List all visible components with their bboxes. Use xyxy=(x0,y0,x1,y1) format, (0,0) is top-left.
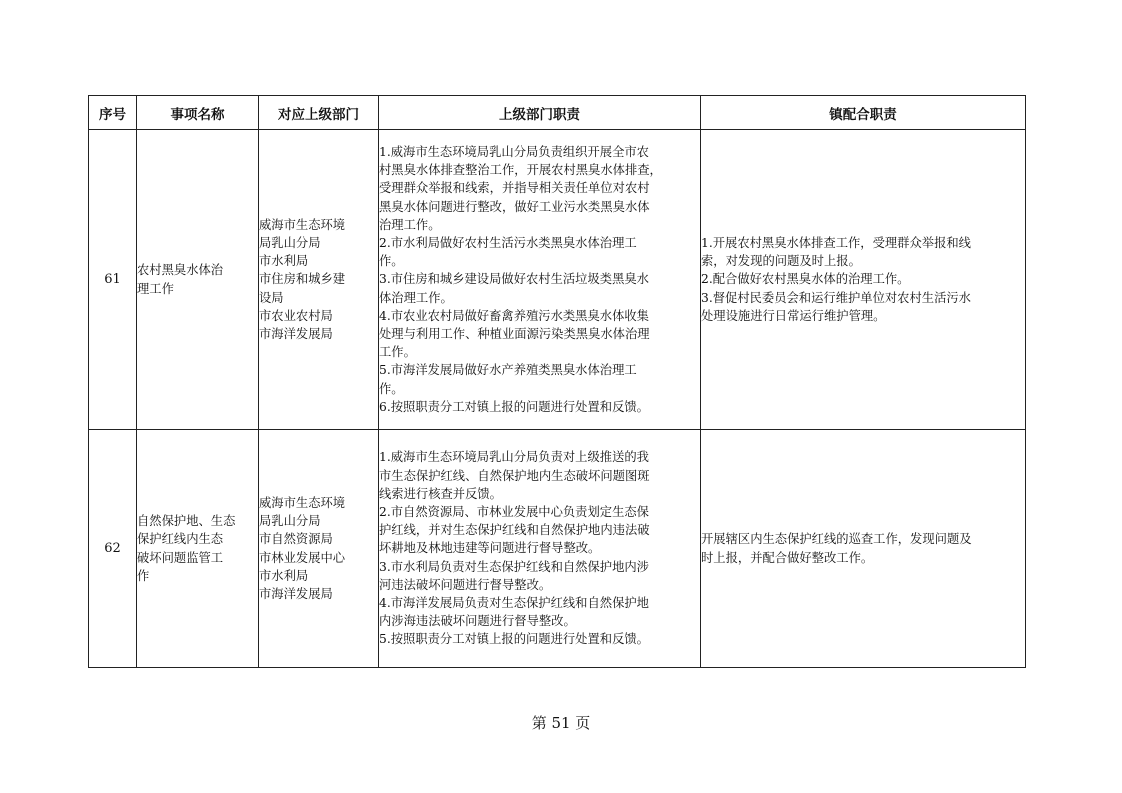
duty-line: 村黑臭水体排查整治工作，开展农村黑臭水体排查， xyxy=(379,163,662,178)
duty-line: 坏耕地及林地违建等问题进行督导整改。 xyxy=(379,541,601,556)
table-header-row xyxy=(89,96,1026,130)
seq-cell: 61 xyxy=(89,130,137,430)
item-name-line: 破坏问题监管工 xyxy=(137,550,224,565)
town-duties-cell xyxy=(701,130,1026,430)
duty-line: 线索进行核查并反馈。 xyxy=(379,486,502,501)
header-seq: 序号 xyxy=(89,96,137,130)
item-name-line: 自然保护地、生态 xyxy=(137,514,236,529)
department-line: 市水利局 xyxy=(259,568,309,583)
department-cell xyxy=(259,430,379,668)
town-duty-line: 3.督促村民委员会和运行维护单位对农村生活污水 xyxy=(701,290,971,305)
department-line: 局乳山分局 xyxy=(259,235,321,250)
duty-line: 作。 xyxy=(379,254,404,269)
header-town-duties: 镇配合职责 xyxy=(701,96,1026,130)
duty-line: 2.市自然资源局、市林业发展中心负责划定生态保 xyxy=(379,504,649,519)
duty-line: 4.市海洋发展局负责对生态保护红线和自然保护地 xyxy=(379,596,649,610)
duty-line: 受理群众举报和线索，并指导相关责任单位对农村 xyxy=(379,181,650,196)
seq-cell: 62 xyxy=(89,430,137,668)
item-name-cell xyxy=(137,430,259,668)
superior-duties-cell xyxy=(379,430,701,668)
page-number: 第 51 页 xyxy=(531,714,591,732)
department-line: 局乳山分局 xyxy=(259,514,321,529)
department-cell xyxy=(259,130,379,430)
department-line: 威海市生态环境 xyxy=(259,495,346,510)
duty-line: 2.市水利局做好农村生活污水类黑臭水体治理工 xyxy=(379,235,637,250)
superior-duties-cell xyxy=(379,130,701,430)
item-name-line: 理工作 xyxy=(137,281,174,296)
department-line: 设局 xyxy=(259,290,284,305)
town-duty-line: 2.配合做好农村黑臭水体的治理工作。 xyxy=(701,272,910,287)
department-line: 市林业发展中心 xyxy=(259,550,346,565)
table-row xyxy=(89,130,1026,430)
department-line: 市海洋发展局 xyxy=(259,586,333,601)
duty-line: 处理与利用工作、种植业面源污染类黑臭水体治理 xyxy=(379,327,650,341)
duty-line: 内涉海违法破坏问题进行督导整改。 xyxy=(379,614,576,629)
department-line: 市农业农村局 xyxy=(259,308,333,323)
table-row xyxy=(89,430,1026,668)
duty-line: 1.威海市生态环境局乳山分局负责组织开展全市农 xyxy=(379,144,649,159)
duty-line: 体治理工作。 xyxy=(379,290,453,305)
item-name-line: 作 xyxy=(137,568,150,583)
header-superior-duties: 上级部门职责 xyxy=(379,96,701,130)
duty-line: 河违法破坏问题进行督导整改。 xyxy=(379,577,552,592)
town-duty-line: 开展辖区内生态保护红线的巡查工作，发现问题及 xyxy=(701,532,972,547)
duty-line: 1.威海市生态环境局乳山分局负责对上级推送的我 xyxy=(379,450,649,465)
duty-line: 3.市水利局负责对生态保护红线和自然保护地内涉 xyxy=(379,559,649,574)
town-duty-line: 索，对发现的问题及时上报。 xyxy=(701,254,861,269)
town-duty-line: 1.开展农村黑臭水体排查工作，受理群众举报和线 xyxy=(701,235,971,250)
department-line: 市水利局 xyxy=(259,254,309,269)
department-line: 威海市生态环境 xyxy=(259,217,346,232)
header-superior-department: 对应上级部门 xyxy=(259,96,379,130)
duty-line: 市生态保护红线、自然保护地内生态破坏问题图斑 xyxy=(379,468,650,483)
duty-line: 护红线，并对生态保护红线和自然保护地内违法破 xyxy=(379,523,650,538)
duty-line: 工作。 xyxy=(379,345,416,360)
duty-line: 4.市农业农村局做好畜禽养殖污水类黑臭水体收集 xyxy=(379,308,649,323)
department-line: 市海洋发展局 xyxy=(259,327,333,341)
duty-line: 3.市住房和城乡建设局做好农村生活垃圾类黑臭水 xyxy=(379,272,649,287)
item-name-line: 保护红线内生态 xyxy=(137,532,224,547)
town-duties-cell xyxy=(701,430,1026,668)
town-duty-line: 处理设施进行日常运行维护管理。 xyxy=(701,308,886,323)
department-line: 市自然资源局 xyxy=(259,532,333,547)
duty-line: 黑臭水体问题进行整改，做好工业污水类黑臭水体 xyxy=(379,199,650,214)
department-line: 市住房和城乡建 xyxy=(259,272,346,287)
duty-line: 治理工作。 xyxy=(379,217,441,232)
duty-line: 5.按照职责分工对镇上报的问题进行处置和反馈。 xyxy=(379,632,649,647)
responsibility-table xyxy=(88,95,1026,668)
duty-line: 作。 xyxy=(379,381,404,396)
town-duty-line: 时上报，并配合做好整改工作。 xyxy=(701,550,874,565)
item-name-line: 农村黑臭水体治 xyxy=(137,263,224,278)
duty-line: 6.按照职责分工对镇上报的问题进行处置和反馈。 xyxy=(379,399,649,414)
item-name-cell xyxy=(137,130,259,430)
header-item-name: 事项名称 xyxy=(137,96,259,130)
duty-line: 5.市海洋发展局做好水产养殖类黑臭水体治理工 xyxy=(379,363,637,378)
